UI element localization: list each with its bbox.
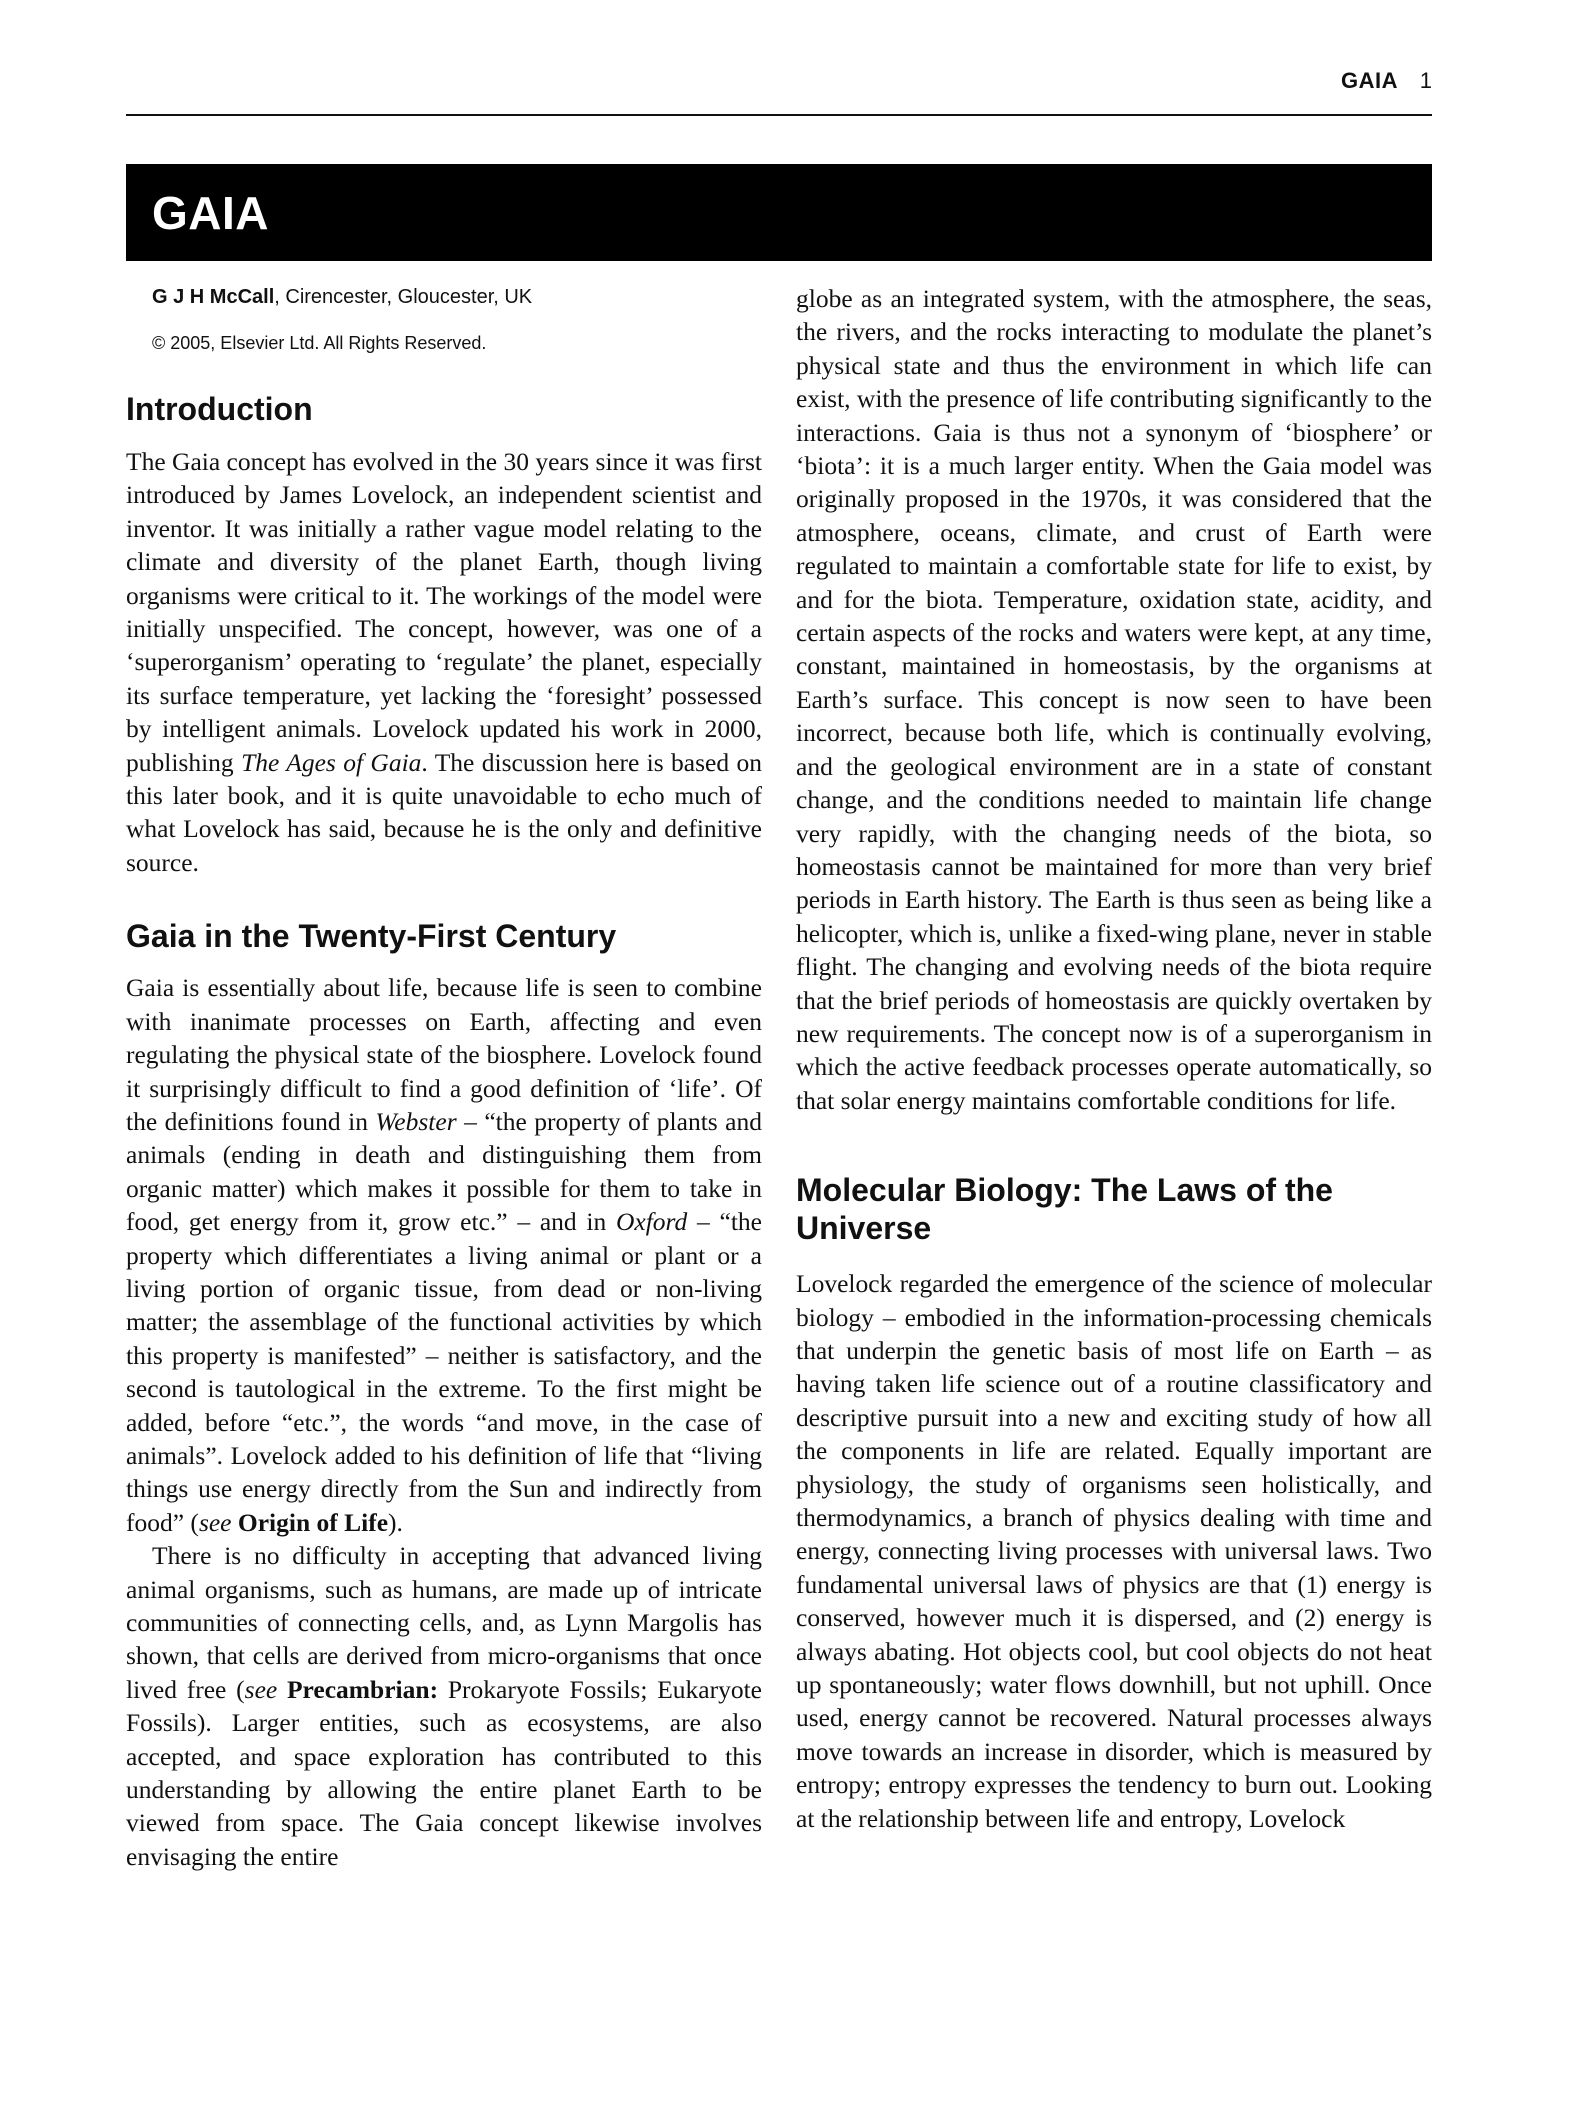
copyright-notice: © 2005, Elsevier Ltd. All Rights Reserved.: [152, 333, 487, 353]
left-column: [126, 282, 762, 1873]
text-run: – “the property of plants and animals (ending in death and distinguishing them from organic matter) which makes it possible for them to take in food, get energy from it, grow etc.” – and in: [126, 1106, 762, 1237]
running-head-title: GAIA: [1341, 68, 1398, 93]
century-paragraph-2: [126, 1539, 762, 1873]
cross-reference-precambrian[interactable]: Precambrian:: [286, 1674, 439, 1704]
dictionary-name-italic: Oxford: [615, 1207, 688, 1237]
author-affiliation: , Cirencester, Gloucester, UK: [274, 286, 533, 308]
running-head: [126, 62, 1432, 116]
article-title-bar: [126, 164, 1432, 261]
intro-paragraph: [126, 445, 762, 879]
text-run: The Gaia concept has evolved in the 30 years since it was first introduced by James Lovelock, an independent scientist and inventor. It was initially a rather vague model relating to the climate and diversity of the planet Earth, though living organisms were critical to it. The workings of the model were initially unspecified. The concept, however, was one of a ‘superorganism’ operating to ‘regulate’ the planet, especially its surface temperature, yet lacking the ‘foresight’ possessed by intelligent animals. Lovelock updated his work in 2000, publishing: [126, 447, 762, 777]
text-run: Prokaryote Fossils; Eukaryote Fossils). Larger entities, such as ecosystems, are also accepted, and space exploration has contributed to this understanding by allowing the entire planet Earth to be viewed from space. The Gaia concept likewise involves envisaging the entire: [126, 1674, 762, 1871]
cross-reference-origin-of-life[interactable]: Origin of Life: [237, 1507, 389, 1537]
section-heading-molecular-biology: Molecular Biology: The Laws of the Universe: [796, 1172, 1333, 1247]
author-name: G J H McCall: [152, 286, 275, 308]
text-run: There is no difficulty in accepting that advanced living animal organisms, such as humans, are made up of intricate communities of connecting cells, and, as Lynn Margolis has shown, that cells are derived from micro-organisms that once lived free (: [126, 1541, 762, 1704]
byline: [152, 282, 762, 312]
molecular-paragraph: Lovelock regarded the emergence of the science of molecular biology – embodied in the information-processing chemicals that underpin the genetic basis of most life on Earth – as having taken life science out of a routine classificatory and descriptive pursuit into a new and exciting study of how all the components in life are related. Equally important are physiology, the study of organisms seen holistically, and thermodynamics, a branch of physics dealing with time and energy, connecting living processes with universal laws. Two fundamental universal laws of physics are that (1) energy is conserved, however much it is dispersed, and (2) energy is always abating. Hot objects cool, but cool objects do not heat up spontaneously; water flows downhill, but not uphill. Once used, energy cannot be recovered. Natural processes always move towards an increase in disorder, which is measured by entropy; entropy expresses the tendency to burn out. Looking at the relationship between life and entropy, Lovelock: [796, 1269, 1432, 1833]
text-run: – “the property which differentiates a living animal or plant or a living portion of organic tissue, from dead or non-living matter; the assemblage of the functional activities by which this property is manifested” – neither is satisfactory, and the second is tautological in the extreme. To the first might be added, before “etc.”, the words “and move, in the case of animals”. Lovelock added to his definition of life that “living things use energy directly from the Sun and indirectly from food” (: [126, 1207, 762, 1537]
dictionary-name-italic: Webster: [375, 1106, 457, 1136]
article-title: GAIA: [152, 187, 269, 239]
text-run: ).: [388, 1507, 403, 1537]
see-italic: see: [198, 1507, 232, 1537]
text-run: . The discussion here is based on this later book, and it is quite unavoidable to echo much of what Lovelock has said, because he is the only and definitive source.: [126, 747, 762, 877]
right-column: [796, 282, 1432, 1835]
century-paragraph-2-continued: globe as an integrated system, with the atmosphere, the seas, the rivers, and the rocks interacting to modulate the planet’s physical state and thus the environment in which life can exist, with the presence of life contributing significantly to the interactions. Gaia is thus not a synonym of ‘biosphere’ or ‘biota’: it is a much larger entity. When the Gaia model was originally proposed in the 1970s, it was considered that the atmosphere, oceans, climate, and crust of Earth were regulated to maintain a comfortable state for life to exist, by and for the biota. Temperature, oxidation state, acidity, and certain aspects of the rocks and waters were kept, at any time, constant, maintained in homeostasis, by the organisms at Earth’s surface. This concept is now seen to have been incorrect, because both life, which is continually evolving, and the geological environment are in a state of constant change, and the conditions needed to maintain life change very rapidly, with the changing needs of the biota, so homeostasis cannot be maintained for more than very brief periods in Earth history. The Earth is thus seen as being like a helicopter, which is, unlike a fixed-wing plane, never in stable flight. The changing and evolving needs of the biota require that the brief periods of homeostasis are quickly overtaken by new requirements. The concept now is of a superorganism in which the active feedback processes operate automatically, so that solar energy maintains comfortable conditions for life.: [796, 284, 1432, 1115]
book-title-italic: The Ages of Gaia: [241, 747, 422, 777]
page-number: 1: [1419, 68, 1432, 93]
century-paragraph-1: [126, 971, 762, 1539]
see-italic: see: [244, 1674, 278, 1704]
text-run: [277, 1675, 287, 1704]
text-run: Gaia is essentially about life, because life is seen to combine with inanimate processes on Earth, affecting and even regulating the physical state of the biosphere. Lovelock found it surprisingly difficult to find a good definition of ‘life’. Of the definitions found in: [126, 973, 762, 1136]
section-heading-twenty-first-century: Gaia in the Twenty-First Century: [126, 918, 617, 955]
section-heading-introduction: Introduction: [126, 391, 313, 427]
